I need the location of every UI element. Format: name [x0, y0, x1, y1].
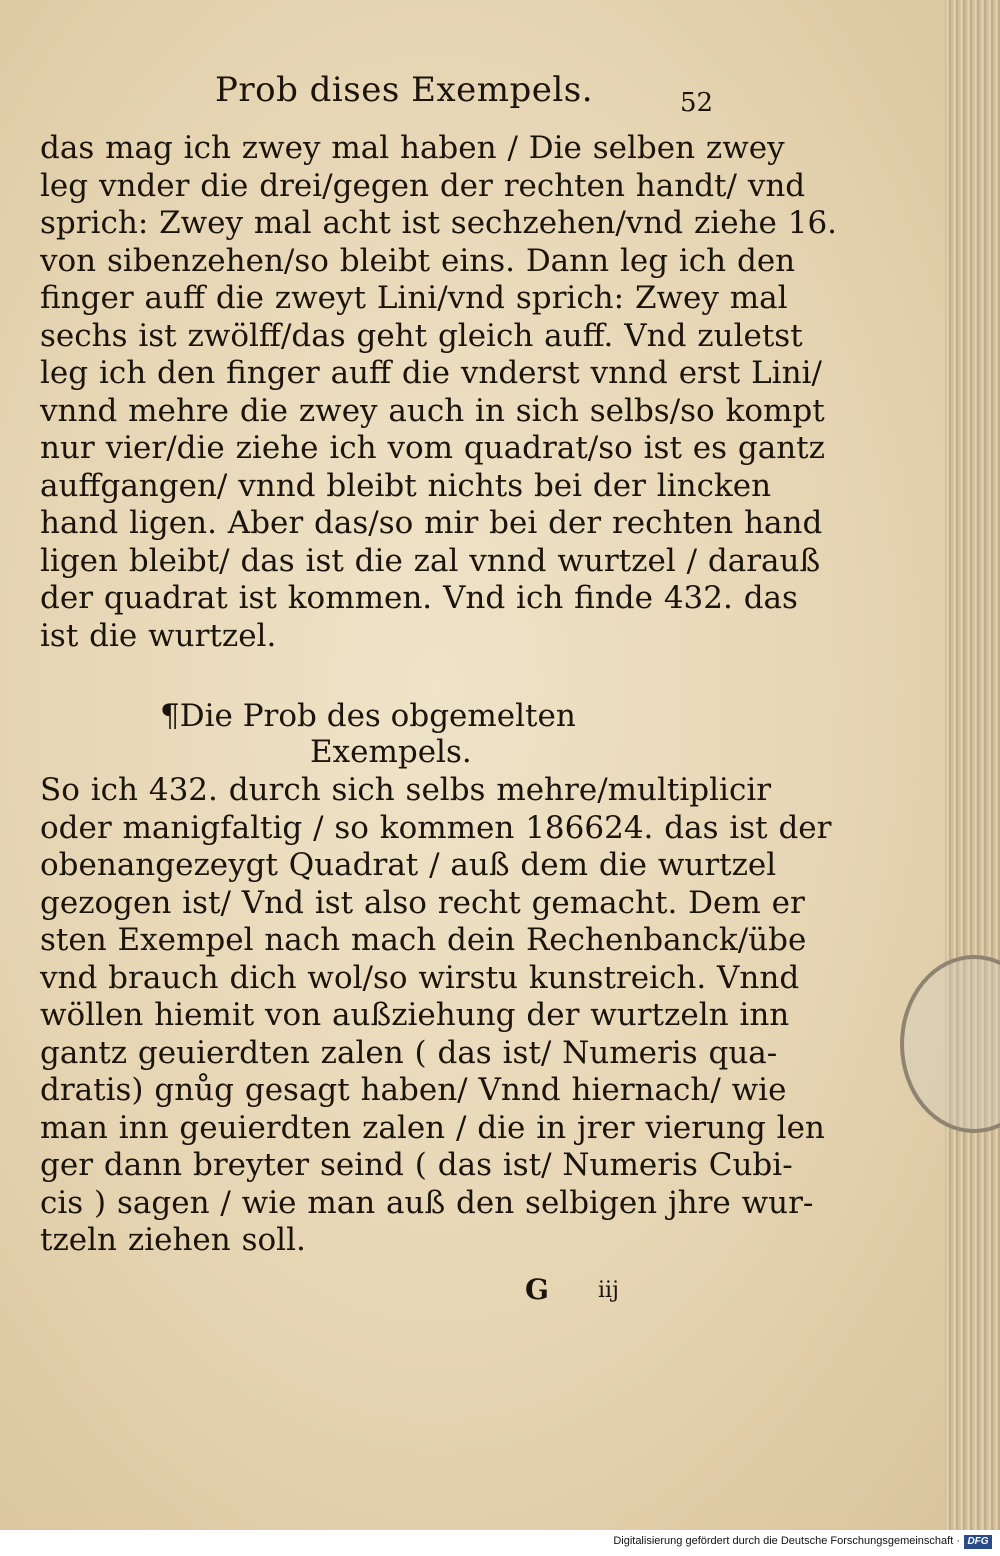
signature-mark: G — [525, 1273, 549, 1306]
page-number: 52 — [680, 88, 714, 118]
running-head: Prob dises Exempels. — [215, 70, 594, 110]
text-line: cis ) sagen / wie man auß den selbigen jhre wur- — [40, 1184, 814, 1221]
section-heading-line-1: ¶Die Prob des obgemelten — [160, 698, 576, 734]
text-line: ger dann breyter seind ( das ist/ Numeris Cubi- — [40, 1147, 793, 1183]
text-line: tzeln ziehen soll. — [40, 1222, 306, 1258]
text-line: vnnd mehre die zwey auch in sich selbs/so kompt — [40, 392, 825, 429]
text-line: vnd brauch dich wol/so wirstu kunstreich. Vnnd — [40, 959, 800, 996]
section-heading — [160, 698, 600, 770]
text-line: leg ich den finger auff die vnderst vnnd erst Lini/ — [40, 355, 822, 391]
text-line: sten Exempel nach mach dein Rechenbanck/übe — [40, 922, 807, 958]
dfg-logo-icon: DFG — [964, 1535, 992, 1549]
text-line: sprich: Zwey mal acht ist sechzehen/vnd ziehe 16. — [40, 205, 838, 241]
text-line: hand ligen. Aber das/so mir bei der rechten hand — [40, 505, 823, 541]
text-line: nur vier/die ziehe ich vom quadrat/so ist es gantz — [40, 430, 825, 466]
footer-credit-text: Digitalisierung gefördert durch die Deutsche Forschungsgemeinschaft · — [613, 1535, 960, 1547]
text-line: der quadrat ist kommen. Vnd ich finde 432. das — [40, 580, 798, 616]
text-line: auffgangen/ vnnd bleibt nichts bei der lincken — [40, 467, 772, 504]
text-line: ist die wurtzel. — [40, 617, 277, 654]
section-heading-line-2: Exempels. — [310, 734, 472, 770]
text-line: finger auff die zweyt Lini/vnd sprich: Zwey mal — [40, 280, 788, 316]
text-line: sechs ist zwölff/das geht gleich auff. Vnd zuletst — [40, 317, 803, 354]
body-paragraph-1 — [40, 130, 838, 655]
text-line: gezogen ist/ Vnd ist also recht gemacht. Dem er — [40, 884, 805, 921]
text-line: oder manigfaltig / so kommen 186624. das ist der — [40, 809, 832, 846]
text-line: wöllen hiemit von außziehung der wurtzeln inn — [40, 997, 790, 1033]
text-line: leg vnder die drei/gegen der rechten handt/ vnd — [40, 167, 806, 204]
catchword: iij — [598, 1278, 619, 1303]
text-line: dratis) gnůg gesagt haben/ Vnnd hiernach/ wie — [40, 1072, 787, 1108]
text-line: obenangezeygt Quadrat / auß dem die wurtzel — [40, 847, 777, 883]
digitization-footer — [0, 1530, 1000, 1556]
page-edges-stack — [945, 0, 1000, 1530]
body-paragraph-2 — [40, 772, 832, 1260]
text-line: das mag ich zwey mal haben / Die selben zwey — [40, 130, 785, 166]
text-line: ligen bleibt/ das ist die zal vnnd wurtzel / darauß — [40, 542, 821, 579]
text-line: So ich 432. durch sich selbs mehre/multiplicir — [40, 772, 772, 808]
text-line: gantz geuierdten zalen ( das ist/ Numeris qua- — [40, 1034, 778, 1071]
text-line: man inn geuierdten zalen / die in jrer vierung len — [40, 1109, 825, 1146]
text-line: von sibenzehen/so bleibt eins. Dann leg ich den — [40, 242, 796, 279]
